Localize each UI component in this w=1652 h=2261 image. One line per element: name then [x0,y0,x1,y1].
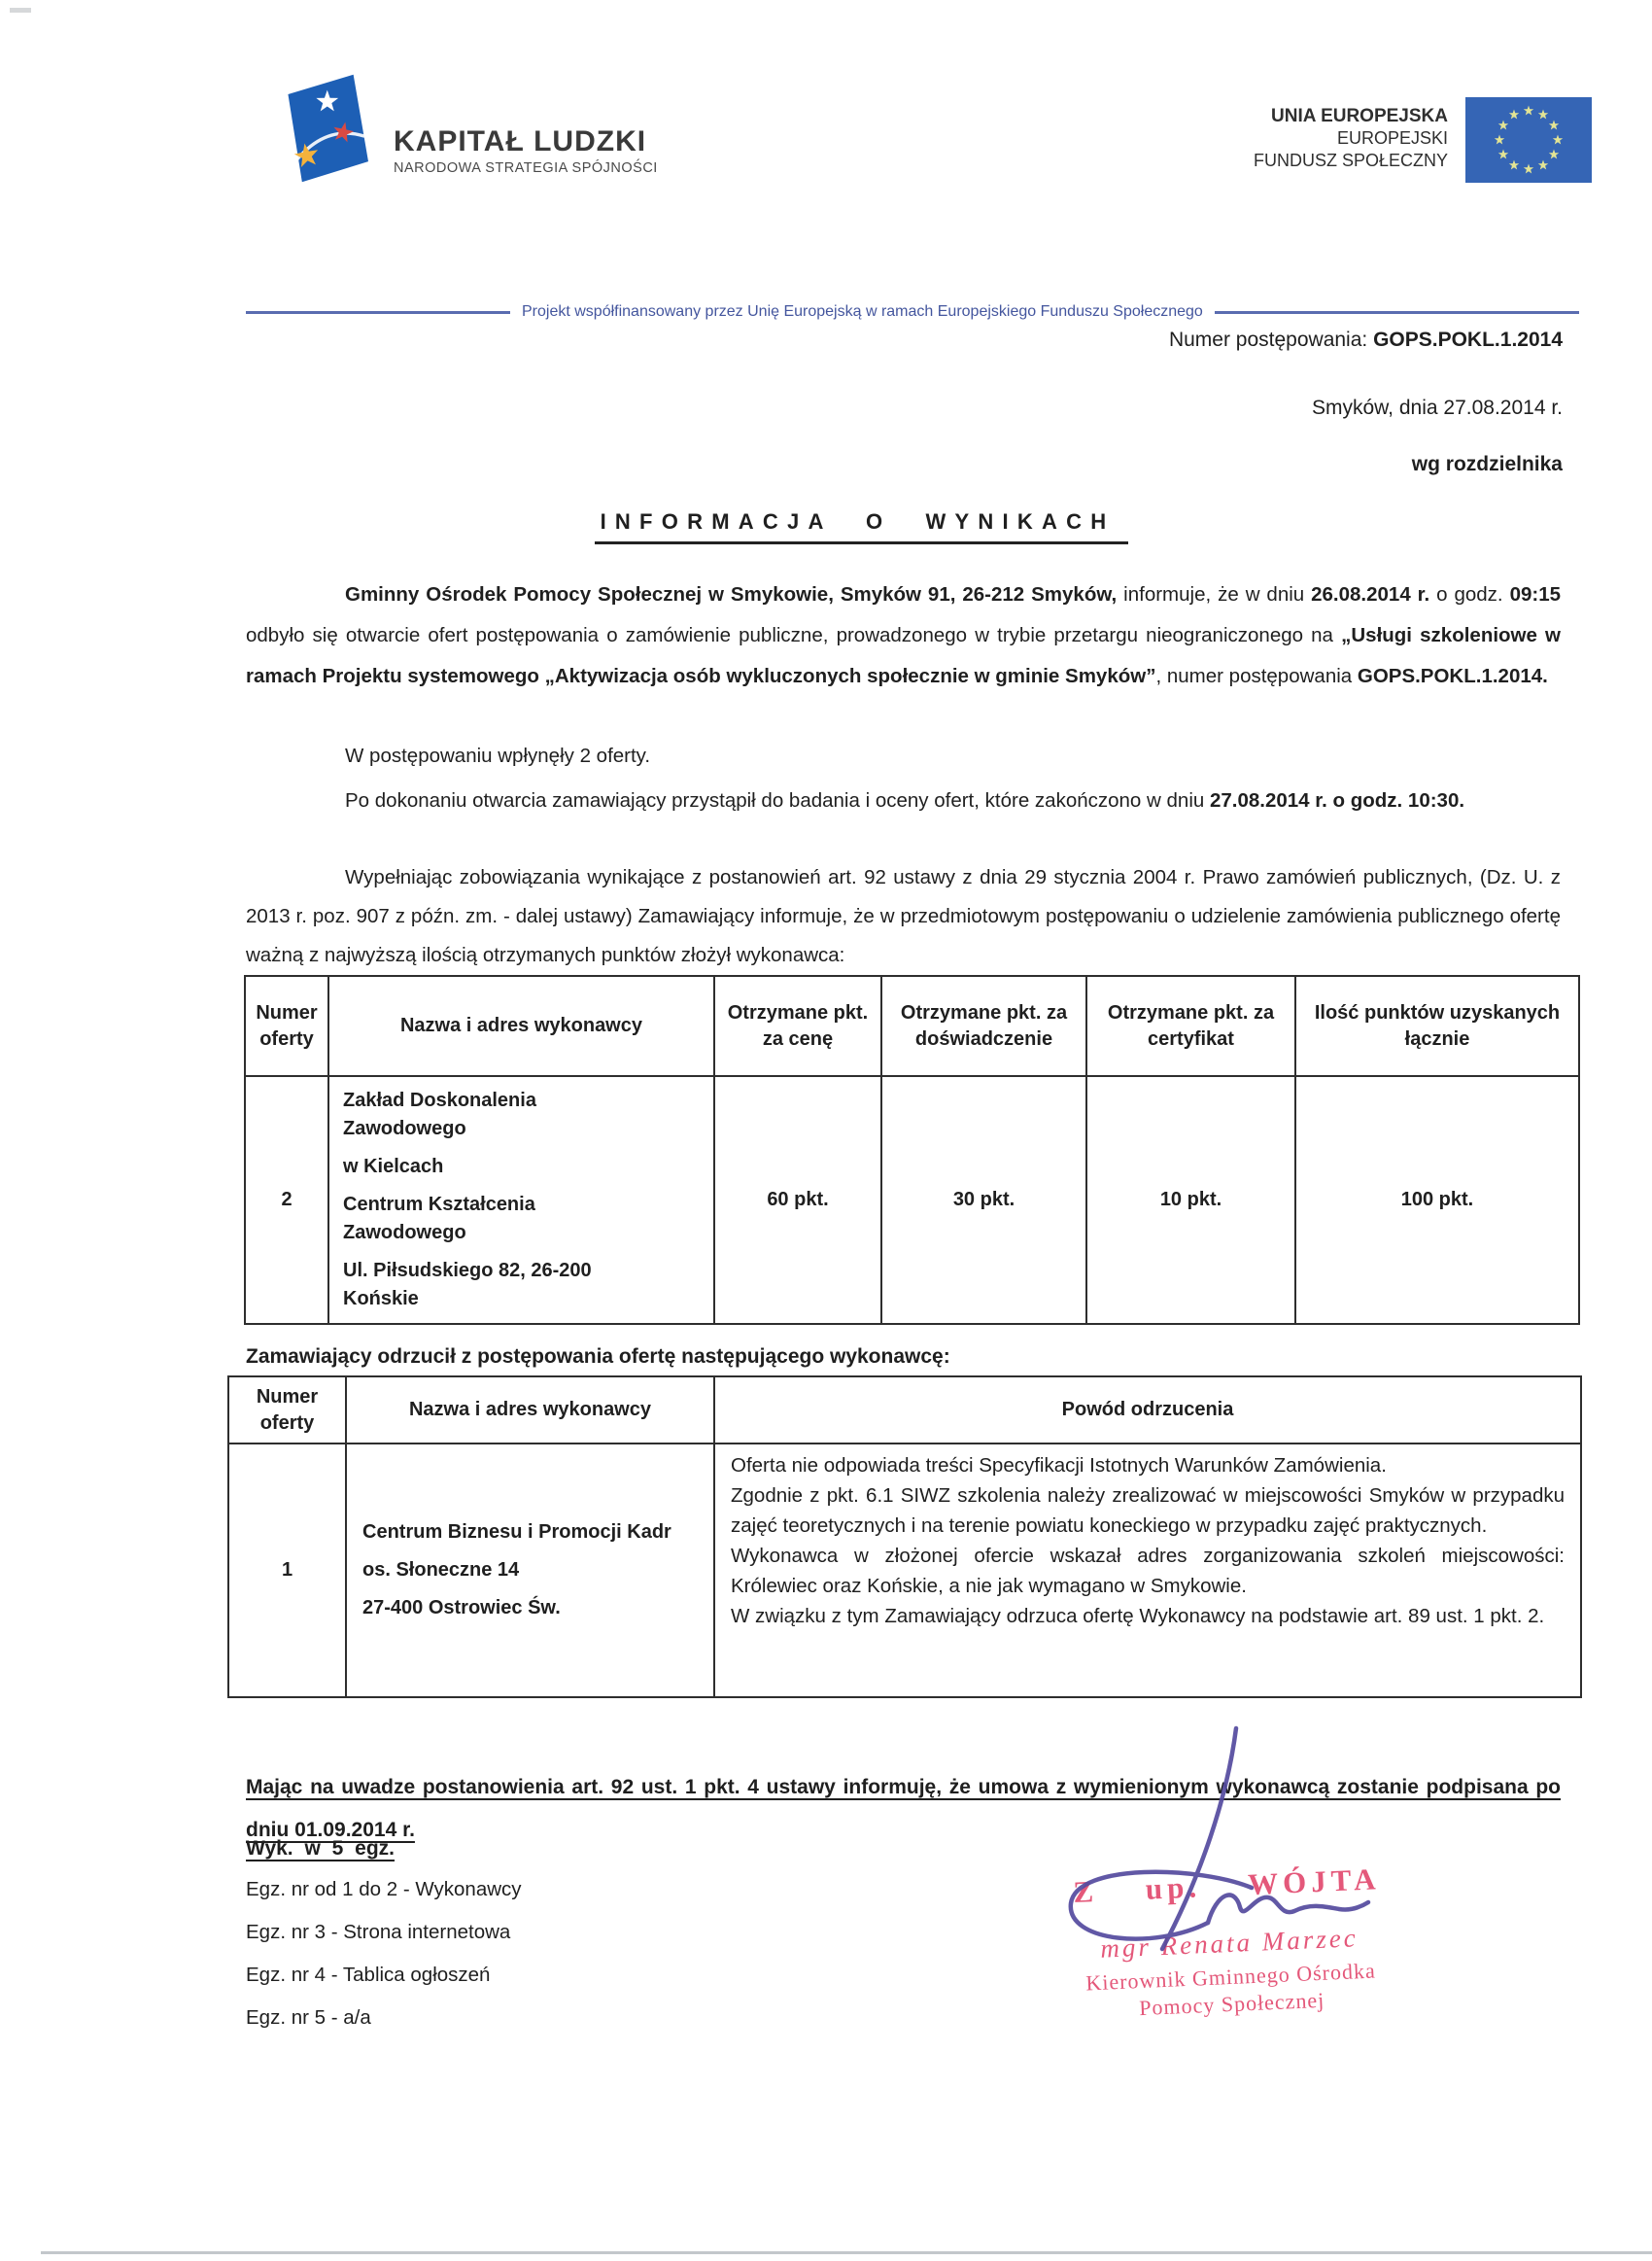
eu-logo-line3: FUNDUSZ SPOŁECZNY [1253,151,1448,170]
copies-list [246,1878,522,2049]
scan-artifact [10,8,31,13]
case-number-label: Numer postępowania: [1168,329,1374,351]
contractor-name-line: os. Słoneczne 14 [362,1559,520,1581]
official-stamp [1003,1859,1456,2027]
results-price-points: 60 pkt. [714,1076,881,1324]
rejection-header-reason: Powód odrzucenia [714,1376,1581,1444]
rejection-heading: Zamawiający odrzucił z postępowania ofertę następującego wykonawcę: [246,1345,950,1368]
rejection-header-offer-number: Numer oferty [228,1376,346,1444]
banner-rule-left [246,311,510,314]
eu-logo-line2: EUROPEJSKI [1336,128,1448,148]
rejection-reason-line: Wykonawca w złożonej ofercie wskazał adres zorganizowania szkoleń miejscowości: Królewiec oraz Końskie, a nie jak wymagano w Smykowie. [731,1545,1565,1597]
banner-rule-right [1215,311,1579,314]
results-certificate-points: 10 pkt. [1086,1076,1295,1324]
results-experience-points: 30 pkt. [881,1076,1086,1324]
stamp-authority-line: Z up. WÓJTA [1072,1861,1382,1909]
eu-logo-block [1254,97,1592,183]
case-number-value: GOPS.POKL.1.2014 [1373,329,1563,351]
contractor-name-line: Centrum Kształcenia Zawodowego [343,1194,535,1243]
rejection-offer-number: 1 [228,1444,346,1697]
distribution-note: wg rozdzielnika [1411,453,1563,475]
offers-count-paragraph: W postępowaniu wpłynęły 2 oferty. [345,744,651,767]
rejection-table-header-row [228,1376,1581,1444]
kapital-ludzki-text [394,81,658,176]
stamp-title-line2: Pomocy Społecznej [1138,1987,1325,2021]
document-title: INFORMACJA O WYNIKACH [595,509,1129,544]
contractor-name-line: 27-400 Ostrowiec Św. [362,1597,561,1618]
contractor-name-line: Zakład Doskonalenia Zawodowego [343,1090,536,1139]
kl-logo-subtitle: NARODOWA STRATEGIA SPÓJNOŚCI [394,160,658,176]
rejection-contractor-name [346,1444,714,1697]
intro-paragraph: Gminny Ośrodek Pomocy Społecznej w Smykowie, Smyków 91, 26-212 Smyków, informuje, że w dniu 26.08.2014 r. o godz. 09:15 odbyło się otwarcie ofert postępowania o zamówienie publiczne, prowadzonego w trybie przetargu nieograniczonego na „Usługi szkoleniowe w ramach Projektu systemowego „Aktywizacja osób wykluczonych społecznie w gminie Smyków”, numer postępowania GOPS.POKL.1.2014. [246,582,1561,687]
place-date: Smyków, dnia 27.08.2014 r. [1312,397,1563,419]
contractor-name-line: Ul. Piłsudskiego 82, 26-200 Końskie [343,1260,592,1309]
case-number-line [246,329,1563,352]
rejection-table [227,1375,1582,1698]
contract-signing-note: Mając na uwadze postanowienia art. 92 ust. 1 pkt. 4 ustawy informuję, że umowa z wymienionym wykonawcą zostanie podpisana po dniu 01.09.2014 r. [246,1776,1561,1841]
rejection-table-row [228,1444,1581,1697]
scan-edge-line [41,2251,1652,2254]
eu-logo-line1: UNIA EUROPEJSKA [1271,106,1448,126]
stamp-name-line: mgr Renata Marzec [1099,1923,1359,1964]
copies-item: Egz. nr 5 - a/a [246,2006,371,2029]
results-header-total-points: Ilość punktów uzyskanych łącznie [1295,976,1579,1076]
results-header-offer-number: Numer oferty [245,976,328,1076]
results-header-name: Nazwa i adres wykonawcy [328,976,714,1076]
legal-paragraph: Wypełniając zobowiązania wynikające z postanowień art. 92 ustawy z dnia 29 stycznia 2004 r. Prawo zamówień publicznych, (Dz. U. z 2013 r. poz. 907 z późn. zm. - dalej ustawy) Zamawiający informuje, że w przedmiotowym postępowaniu o udzielenie zamówienia publicznego ofertę ważną z najwyższą ilością otrzymanych punktów złożył wykonawca: [246,865,1561,966]
results-contractor-name [328,1076,714,1324]
results-table-row [245,1076,1579,1324]
copies-item: Egz. nr 3 - Strona internetowa [246,1921,511,1943]
kapital-ludzki-logo [275,70,897,187]
banner-text: Projekt współfinansowany przez Unię Europejską w ramach Europejskiego Funduszu Społecznego [522,303,1203,320]
rejection-reason [714,1444,1581,1697]
rejection-reason-line: Oferta nie odpowiada treści Specyfikacji Istotnych Warunków Zamówienia. [731,1454,1387,1477]
kl-logo-title: KAPITAŁ LUDZKI [394,125,647,157]
cofinancing-banner [246,303,1579,321]
rejection-reason-line: Zgodnie z pkt. 6.1 SIWZ szkolenia należy zrealizować w miejscowości Smyków w przypadku zajęć teoretycznych i na terenie powiatu koneckiego w przypadku zajęć praktycznych. [731,1484,1565,1537]
kapital-ludzki-flag-icon [275,73,368,184]
contractor-name-line: w Kielcach [343,1156,444,1177]
results-table [244,975,1580,1325]
document-title-wrap [204,509,1519,544]
results-header-experience-points: Otrzymane pkt. za doświadczenie [881,976,1086,1076]
eu-flag-icon [1465,97,1592,183]
results-header-price-points: Otrzymane pkt. za cenę [714,976,881,1076]
rejection-header-name: Nazwa i adres wykonawcy [346,1376,714,1444]
contractor-name-line: Centrum Biznesu i Promocji Kadr [362,1521,671,1543]
copies-item: Egz. nr od 1 do 2 - Wykonawcy [246,1878,522,1900]
results-header-certificate-points: Otrzymane pkt. za certyfikat [1086,976,1295,1076]
results-table-header-row [245,976,1579,1076]
copies-item: Egz. nr 4 - Tablica ogłoszeń [246,1964,491,1986]
results-offer-number: 2 [245,1076,328,1324]
eu-logo-text [1254,97,1448,172]
evaluation-paragraph: Po dokonaniu otwarcia zamawiający przystąpił do badania i oceny ofert, które zakończono w dniu 27.08.2014 r. o godz. 10:30. [345,788,1465,812]
stamp-title-line1: Kierownik Gminnego Ośrodka [1084,1958,1377,1996]
results-total-points: 100 pkt. [1295,1076,1579,1324]
rejection-reason-line: W związku z tym Zamawiający odrzuca ofertę Wykonawcy na podstawie art. 89 ust. 1 pkt. 2. [731,1605,1545,1627]
copies-heading: Wyk. w 5 egz. [246,1837,395,1860]
